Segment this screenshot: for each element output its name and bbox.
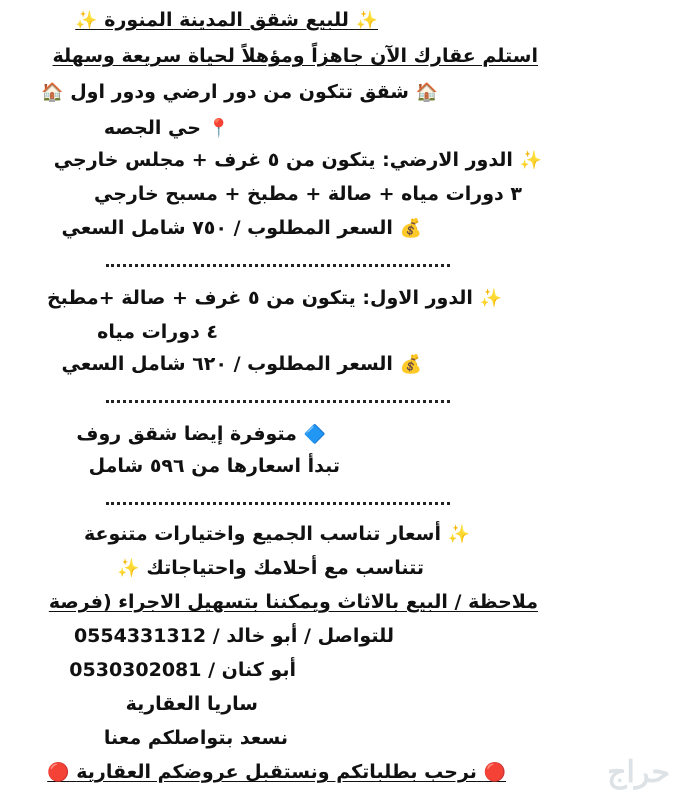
first-price-text: السعر المطلوب / ٦٢٠ شامل السعي <box>61 353 393 375</box>
composition-line <box>41 78 438 107</box>
sparkle-icon: ✨ <box>519 150 542 171</box>
first-heading-text: الدور الاول: يتكون من ٥ غرف + صالة +مطبخ <box>46 287 473 309</box>
ground-price-line <box>61 214 422 243</box>
contact-label-2: أبو كنان / <box>208 659 296 681</box>
contact-line-2 <box>69 656 296 684</box>
haraj-watermark: حراج <box>607 755 670 790</box>
house-icon: 🏠 <box>41 82 64 103</box>
red-circle-icon: 🔴 <box>483 762 506 783</box>
dotted-divider <box>106 400 450 403</box>
furniture-note-line: ملاحظة / البيع بالاثاث ويمكننا بتسهيل الاجراء (فرصة <box>48 591 538 613</box>
pin-icon: 📍 <box>207 118 230 139</box>
prices-note-line <box>84 520 470 549</box>
closing-line <box>47 758 506 787</box>
roof-heading-line <box>76 420 326 449</box>
ground-heading-text: الدور الارضي: يتكون من ٥ غرف + مجلس خارجي <box>53 149 513 171</box>
title-text: للبيع شقق المدينة المنورة <box>104 9 349 31</box>
ground-price-text: السعر المطلوب / ٧٥٠ شامل السعي <box>61 217 393 239</box>
blue-diamond-icon: 🔷 <box>303 424 326 445</box>
closing-text: نرحب بطلباتكم ونستقبل عروضكم العقارية <box>76 761 477 783</box>
sparkle-icon: ✨ <box>75 10 98 31</box>
district-text: حي الجصه <box>103 117 201 139</box>
phone-number-2[interactable]: 0530302081 <box>69 659 202 681</box>
ground-heading-line <box>54 146 542 175</box>
district-line <box>104 114 230 143</box>
sparkle-icon: ✨ <box>117 558 140 579</box>
dotted-divider <box>106 264 450 267</box>
first-heading-line <box>47 284 502 313</box>
roof-price-line: تبدأ اسعارها من ٥٩٦ شامل <box>88 455 340 477</box>
sparkle-icon: ✨ <box>447 524 470 545</box>
money-bag-icon: 💰 <box>399 218 422 239</box>
contact-label: للتواصل / أبو خالد / <box>212 625 394 647</box>
prices-note-text: أسعار تناسب الجميع واختيارات متنوعة <box>83 523 441 545</box>
red-circle-icon: 🔴 <box>47 762 70 783</box>
roof-heading-text: متوفرة إيضا شقق روف <box>76 423 297 445</box>
company-line: ساريا العقارية <box>125 693 258 715</box>
subtitle-line: استلم عقارك الآن جاهزاً ومؤهلاً لحياة سريعة وسهلة <box>52 45 538 67</box>
dreams-note-line <box>117 554 424 583</box>
phone-number-1[interactable]: 0554331312 <box>73 625 207 647</box>
ground-details-line: ٣ دورات مياه + صالة + مطبخ + مسبح خارجي <box>94 183 522 205</box>
composition-text: شقق تتكون من دور ارضي ودور اول <box>70 81 409 103</box>
title-line <box>75 6 378 35</box>
sparkle-icon: ✨ <box>479 288 502 309</box>
happy-line: نسعد بتواصلكم معنا <box>103 727 288 749</box>
first-price-line <box>61 350 422 379</box>
house-icon: 🏠 <box>415 82 438 103</box>
first-details-line: ٤ دورات مياه <box>97 321 218 343</box>
dreams-note-text: تتناسب مع أحلامك واحتياجاتك <box>146 557 424 579</box>
sparkle-icon: ✨ <box>355 10 378 31</box>
dotted-divider <box>106 502 450 505</box>
money-bag-icon: 💰 <box>399 354 422 375</box>
contact-line-1 <box>74 622 394 650</box>
